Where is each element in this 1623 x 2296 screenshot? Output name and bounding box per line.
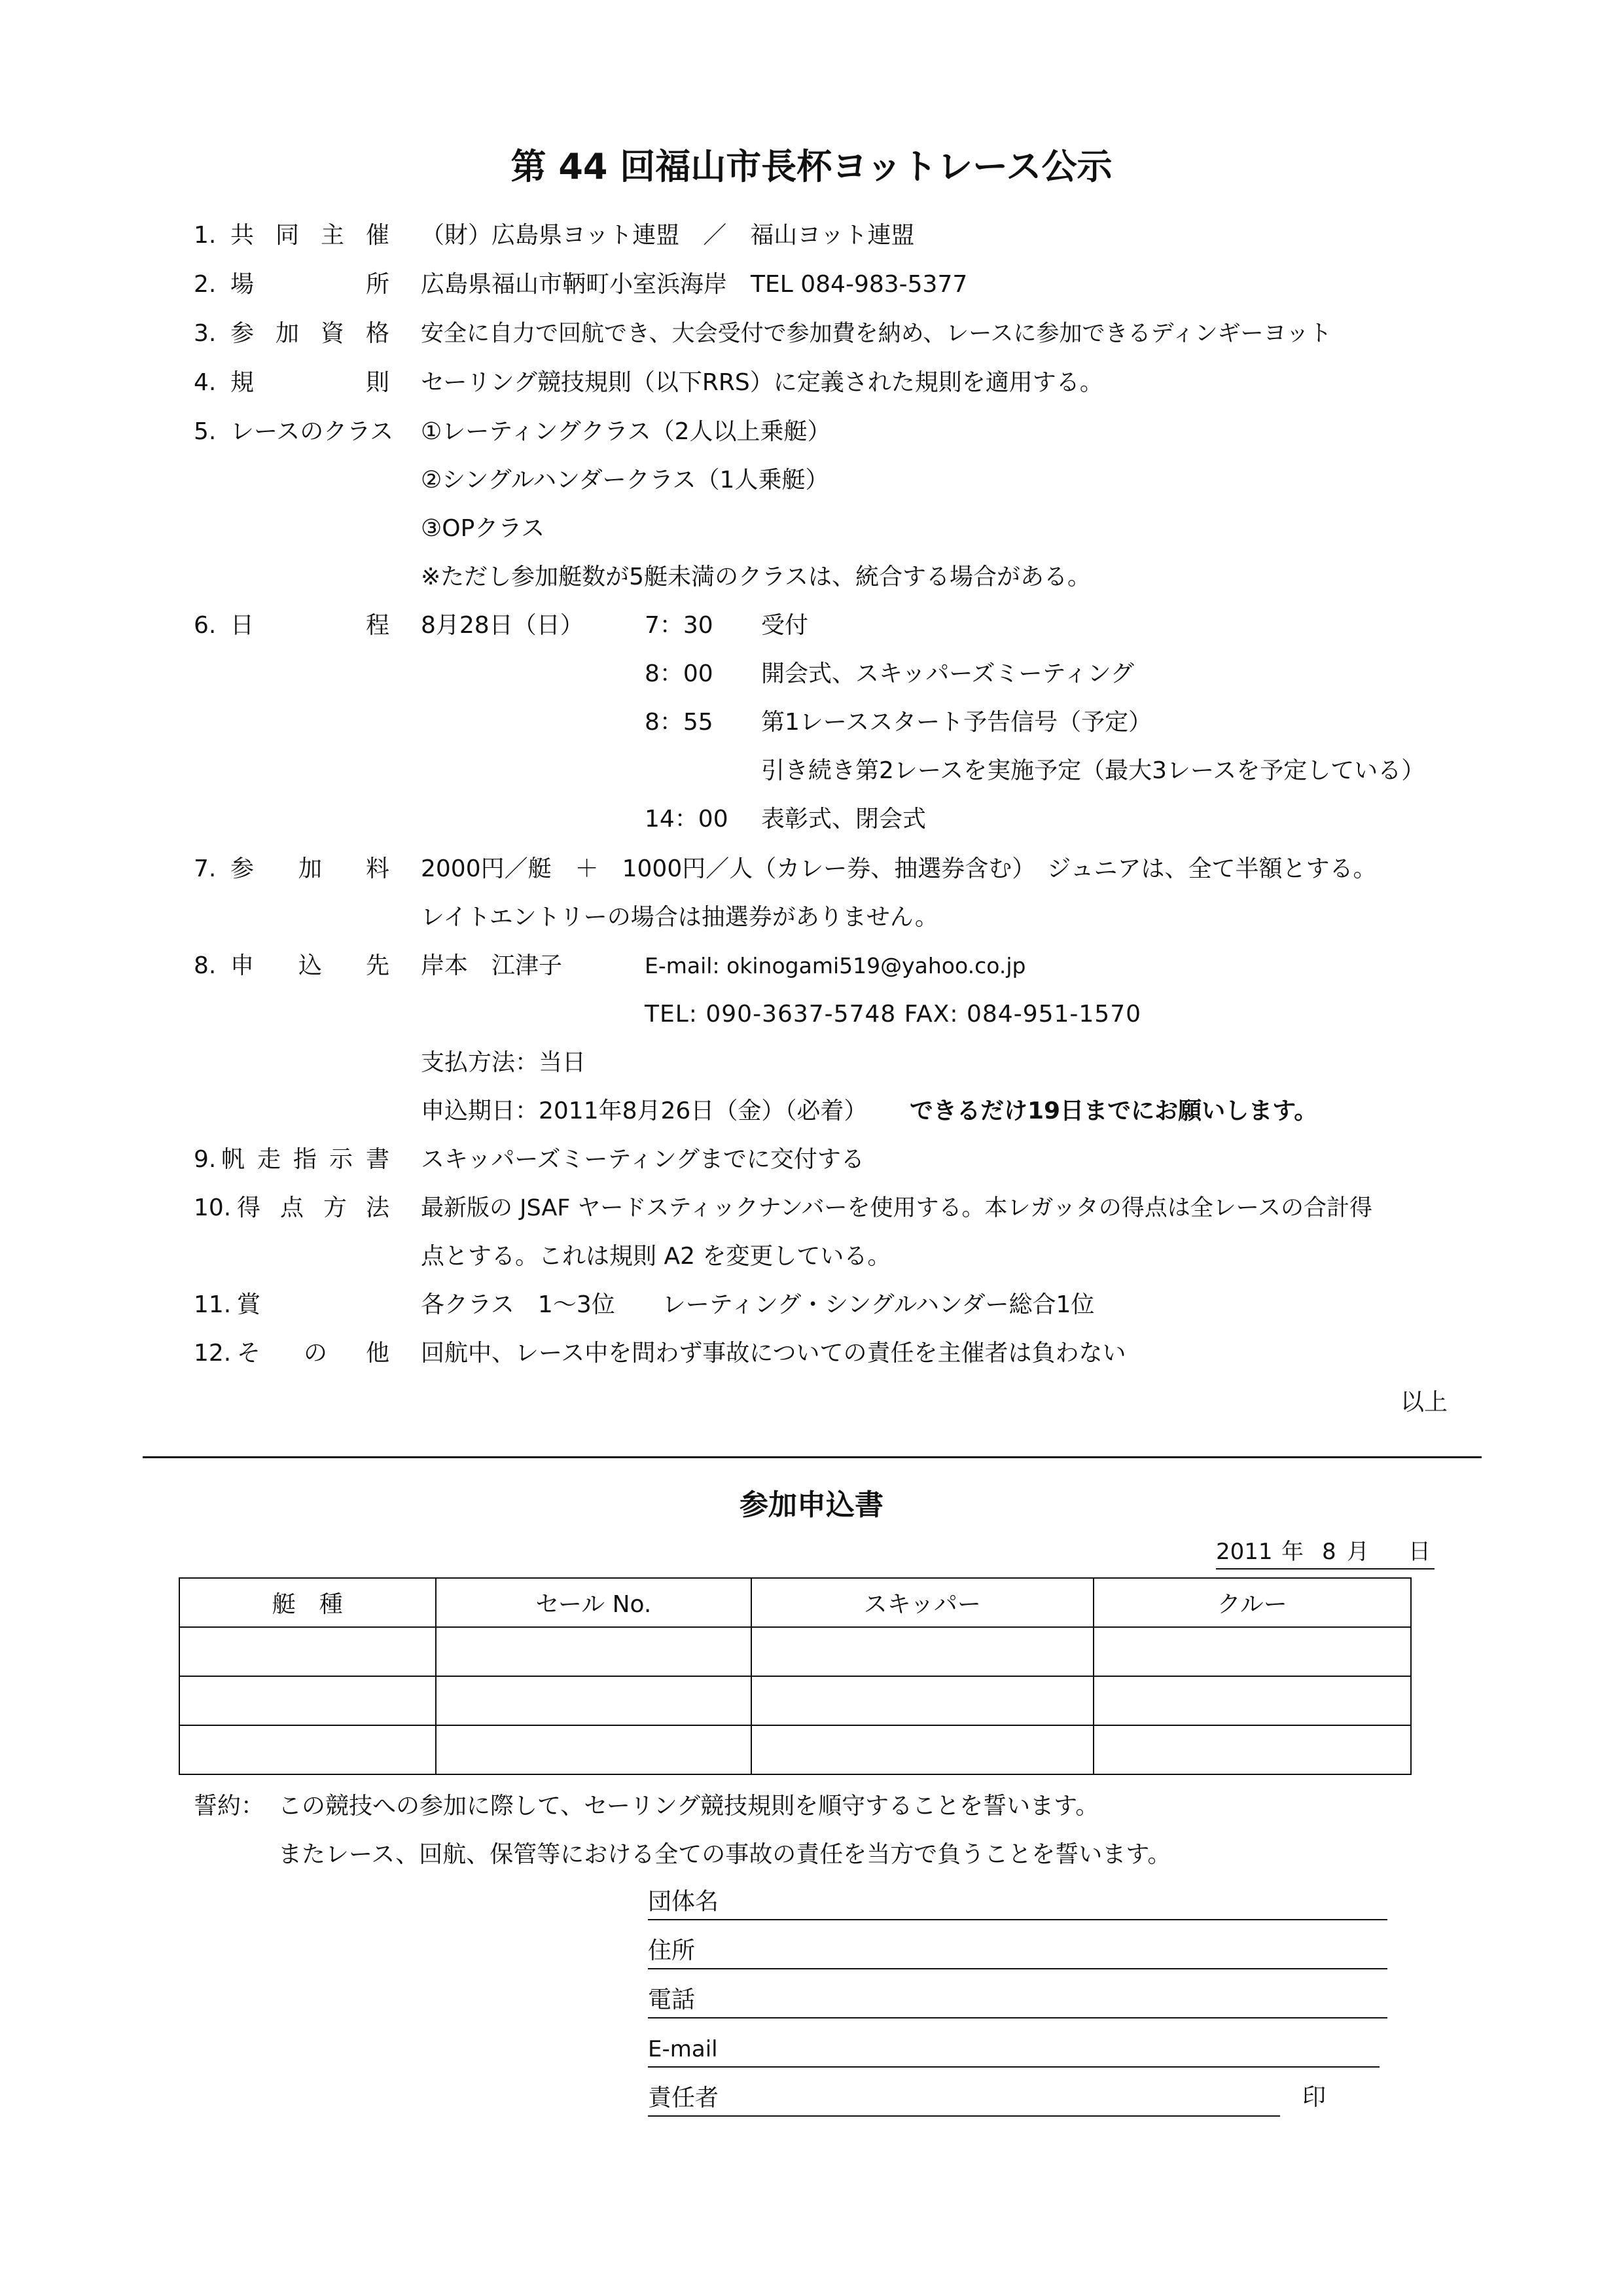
section-text: （財）広島県ヨット連盟 ／ 福山ヨット連盟	[421, 222, 915, 249]
schedule-time: 7：30	[645, 612, 713, 639]
class-item: ②シングルハンダークラス（1人乗艇）	[421, 467, 829, 493]
section-number: 12.	[194, 1340, 232, 1367]
sail-number-cell[interactable]	[436, 1627, 751, 1676]
section-number: 7.	[194, 855, 217, 882]
section-number: 8.	[194, 952, 217, 979]
sail-number-cell[interactable]	[436, 1725, 751, 1774]
schedule-event: 開会式、スキッパーズミーティング	[761, 660, 1134, 687]
section-text: 点とする。これは規則 A2 を変更している。	[421, 1243, 891, 1270]
boat-type-cell[interactable]	[179, 1676, 436, 1725]
pledge-line: またレース、回航、保管等における全ての事故の責任を当方で負うことを誓います。	[278, 1841, 1171, 1868]
section-text: 安全に自力で回航でき、大会受付で参加費を納め、レースに参加できるディンギーヨット	[421, 321, 1332, 347]
address-field[interactable]: 住所	[648, 1935, 1387, 1969]
schedule-time: 8：00	[645, 660, 713, 687]
payment-method: 支払方法：当日	[421, 1049, 586, 1076]
boat-type-cell[interactable]	[179, 1627, 436, 1676]
entry-table	[179, 1577, 1412, 1775]
entry-deadline: 申込期日：2011年8月26日（金）（必着）	[421, 1098, 868, 1124]
section-label: 賞	[237, 1291, 261, 1318]
section-number: 4.	[194, 369, 217, 396]
table-header-row	[179, 1578, 1411, 1627]
section-number: 2.	[194, 271, 217, 298]
section-number: 9.	[194, 1146, 217, 1173]
fee-note: レイトエントリーの場合は抽選券がありません。	[421, 904, 938, 931]
column-header: スキッパー	[751, 1578, 1093, 1627]
section-text: 広島県福山市鞆町小室浜海岸 TEL 084-983-5377	[421, 271, 968, 298]
crew-cell[interactable]	[1094, 1725, 1412, 1774]
schedule-date: 8月28日（日）	[421, 612, 584, 639]
closing-text: 以上	[1400, 1389, 1448, 1416]
section-number: 3.	[194, 320, 217, 347]
schedule-event: 表彰式、閉会式	[761, 806, 927, 833]
class-note: ※ただし参加艇数が5艇未満のクラスは、統合する場合がある。	[421, 564, 1091, 590]
skipper-cell[interactable]	[751, 1676, 1093, 1725]
section-text: セーリング競技規則（以下RRS）に定義された規則を適用する。	[421, 369, 1103, 396]
column-header: 艇 種	[179, 1578, 436, 1627]
sail-number-cell[interactable]	[436, 1676, 751, 1725]
contact-name: 岸本 江津子	[421, 952, 563, 979]
schedule-event: 引き続き第2レースを実施予定（最大3レースを予定している）	[761, 757, 1425, 784]
crew-cell[interactable]	[1094, 1627, 1412, 1676]
table-row	[179, 1725, 1411, 1774]
pledge-line: この競技への参加に際して、セーリング競技規則を順守することを誓います。	[278, 1793, 1099, 1820]
schedule-event: 受付	[761, 612, 809, 639]
contact-tel-fax: TEL: 090-3637-5748 FAX: 084-951-1570	[645, 1001, 1142, 1028]
class-item: ①レーティングクラス（2人以上乗艇）	[421, 418, 831, 445]
section-text: 回航中、レース中を問わず事故についての責任を主催者は負わない	[421, 1340, 1126, 1367]
section-text: 最新版の JSAF ヤードスティックナンバーを使用する。本レガッタの得点は全レースの合計得	[421, 1195, 1373, 1221]
schedule-event: 第1レーススタート予告信号（予定）	[761, 709, 1152, 736]
section-label: レースのクラス	[230, 418, 394, 445]
table-row	[179, 1676, 1411, 1725]
column-header: セール No.	[436, 1578, 751, 1627]
email-field[interactable]: E-mail	[648, 2034, 1380, 2068]
form-title: 参加申込書	[740, 1488, 883, 1522]
section-number: 5.	[194, 418, 217, 445]
table-row	[179, 1627, 1411, 1676]
page-title: 第 44 回福山市長杯ヨットレース公示	[510, 146, 1113, 187]
skipper-cell[interactable]	[751, 1725, 1093, 1774]
crew-cell[interactable]	[1094, 1676, 1412, 1725]
section-number: 6.	[194, 612, 217, 639]
section-number: 10.	[194, 1194, 232, 1221]
section-text: 各クラス 1～3位 レーティング・シングルハンダー総合1位	[421, 1291, 1095, 1318]
fee-text: 2000円／艇 ＋ 1000円／人（カレー券、抽選券含む） ジュニアは、全て半額とする。	[421, 855, 1377, 882]
boat-type-cell[interactable]	[179, 1725, 436, 1774]
manager-field[interactable]: 責任者	[648, 2083, 1280, 2117]
skipper-cell[interactable]	[751, 1627, 1093, 1676]
class-item: ③OPクラス	[421, 515, 545, 542]
pledge-label: 誓約：	[194, 1793, 265, 1820]
schedule-time: 8：55	[645, 709, 713, 736]
column-header: クルー	[1094, 1578, 1412, 1627]
divider	[143, 1456, 1482, 1458]
section-number: 1.	[194, 222, 217, 249]
phone-field[interactable]: 電話	[648, 1984, 1387, 2018]
group-name-field[interactable]: 団体名	[648, 1886, 1387, 1920]
contact-email: E-mail: okinogami519@yahoo.co.jp	[645, 953, 1026, 978]
schedule-time: 14：00	[645, 806, 728, 833]
seal-label: 印	[1302, 2084, 1327, 2111]
entry-deadline-note: できるだけ19日までにお願いします。	[910, 1098, 1318, 1124]
section-number: 11.	[194, 1291, 232, 1318]
section-text: スキッパーズミーティングまでに交付する	[421, 1146, 865, 1173]
